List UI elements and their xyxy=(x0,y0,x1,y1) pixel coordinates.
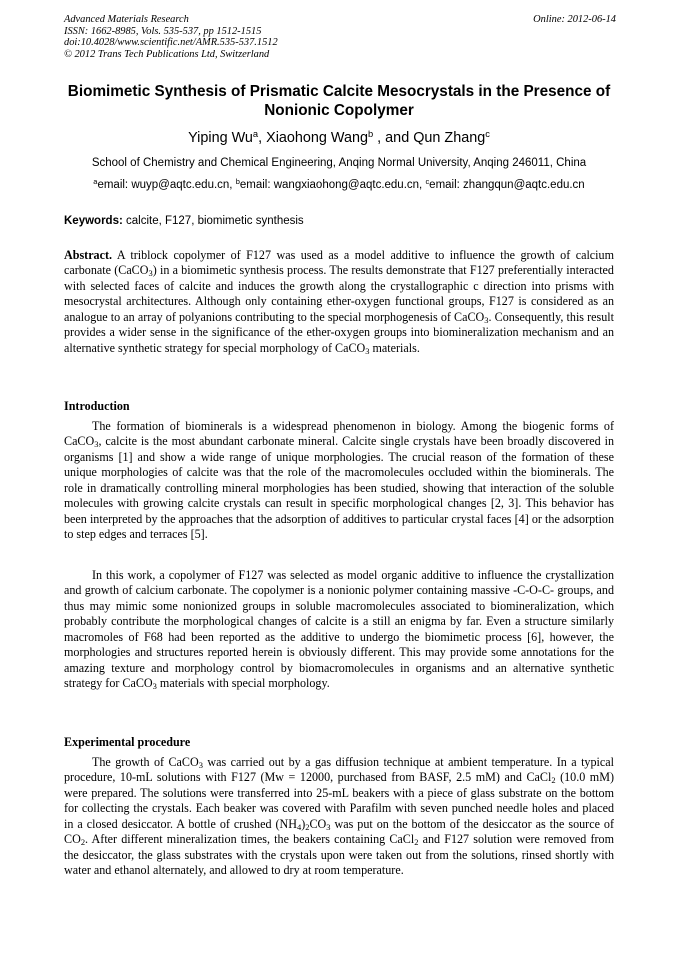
author-superscript: c xyxy=(485,128,490,139)
keywords-label: Keywords: xyxy=(64,215,123,227)
copyright-line: © 2012 Trans Tech Publications Ltd, Switzerland xyxy=(64,48,270,60)
body-text: (10.0 mM) were prepared. The solutions were transferred into 25-mL beakers with a piece of glass substrate on the bottom for collecting the crystals. Each beaker was covered with Parafilm with seven punched needle holes and placed in a closed desiccator. A bottle of crushed (NH xyxy=(64,770,614,831)
author-name: Yiping Wu xyxy=(188,130,253,146)
email-superscript: c xyxy=(425,176,430,186)
email-superscript: a xyxy=(93,176,98,186)
intro-paragraph-1 xyxy=(64,419,614,543)
author-separator: , xyxy=(258,130,267,146)
body-text: materials with special morphology. xyxy=(156,676,330,691)
keywords xyxy=(64,214,616,229)
doi-line: doi:10.4028/www.scientific.net/AMR.535-537.1512 xyxy=(64,37,278,49)
section-heading-introduction: Introduction xyxy=(64,399,130,413)
body-text: The growth of CaCO xyxy=(92,755,199,769)
body-text: The formation of biominerals is a widespread phenomenon in biology. Among the biogenic forms of CaCO xyxy=(64,419,614,449)
body-text: . After different mineralization times, the beakers containing CaCl xyxy=(85,832,415,847)
body-text: was carried out by a gas diffusion technique at ambient temperature. In a typical procedure, 10-mL solutions with F127 (Mw = 12000, purchased from BASF, 2.5 mM) and CaCl xyxy=(64,755,614,785)
author-name: Qun Zhang xyxy=(413,130,486,146)
journal-header xyxy=(64,14,616,60)
subscript: 3 xyxy=(326,821,331,832)
subscript: 2 xyxy=(305,821,310,832)
author-superscript: a xyxy=(252,128,259,139)
subscript: 3 xyxy=(94,439,99,450)
author-separator: , and xyxy=(373,130,414,146)
abstract-paragraph xyxy=(64,248,614,356)
abstract-text: A triblock copolymer of F127 was used as a model additive to influence the growth of calcium carbonate (CaCO xyxy=(64,248,614,278)
email-text: email: wuyp@aqtc.edu.cn, xyxy=(97,179,236,191)
section-heading-experimental: Experimental procedure xyxy=(64,735,191,749)
subscript: 4 xyxy=(296,821,302,832)
online-date: Online: 2012-06-14 xyxy=(533,14,616,25)
subscript: 3 xyxy=(365,345,370,356)
body-text: , calcite is the most abundant carbonate mineral. Calcite single crystals have been broadly discovered in organisms [1] and show a wide range of unique morphologies. The crucial reason of the formation of these unique morphologies of calcite was that the role of the macromolecules occluded within the biominerals. The role in dramatically controlling mineral morphologies has been studied, showing that interaction of the soluble molecules with growing calcite crystals can result in specific morphological changes [2, 3]. This behavior has been interpreted by the approaches that the adsorption of additives to particular crystal faces [4] or the adsorption to step edges and terraces [5]. xyxy=(64,434,614,542)
email-line xyxy=(60,178,618,193)
author-list xyxy=(60,129,618,147)
subscript: 3 xyxy=(198,760,203,771)
subscript: 2 xyxy=(551,775,556,786)
abstract-text: ) in a biomimetic synthesis process. The results demonstrate that F127 preferentially interacted with selected faces of calcite and induces the growth along the crystallographic c direction into prisms with mesocrystal architectures. Although only containing ether-oxygen functional groups, F127 is considered as an analogue to an array of polyanions contributing to the special morphogenesis of CaCO xyxy=(64,263,614,324)
email-superscript: b xyxy=(235,176,240,186)
body-text: was put on the bottom of the desiccator as the source of CO xyxy=(64,816,614,847)
body-text: In this work, a copolymer of F127 was selected as model organic additive to influence the crystallization and growth of calcium carbonate. The copolymer is a nonionic polymer containing massive -C-O-C- groups, and thus may mimic some nonionized groups in soluble macromolecules associated to biomineralization, which probably contribute the morphological changes of calcite is a still an enigma by far. Even a structure similarly macromoles of F68 had been reported as the additive to undergo the biomimetic process [6], however, the morphologies and structures reported herein is obviously different. This may provide some annotations for the amazing texture and morphology control by biomacromolecules in organisms and an alternative synthetic strategy for CaCO xyxy=(64,568,614,691)
intro-paragraph-2 xyxy=(64,568,614,692)
subscript: 2 xyxy=(414,837,419,848)
subscript: 3 xyxy=(484,314,489,325)
paper-title: Biomimetic Synthesis of Prismatic Calcite Mesocrystals in the Presence of Nonionic Copolymer xyxy=(67,83,611,119)
experimental-paragraph xyxy=(64,755,614,879)
email-text: email: zhangqun@aqtc.edu.cn xyxy=(429,179,585,191)
issn-line: ISSN: 1662-8985, Vols. 535-537, pp 1512-1515 xyxy=(64,25,262,37)
abstract-text: . Consequently, this result provides a wider sense in the significance of the ether-oxygen groups into biomineralization mechanism and an alternative synthetic strategy for special morphology of CaCO xyxy=(64,309,614,355)
body-text: and F127 solution were removed from the desiccator, the glass substrates with the crystals upon were taken out from the solutions, rinsed shortly with water and ethanol alternately, and allowed to dry at room temperature. xyxy=(64,832,614,878)
body-text: ) xyxy=(301,816,306,831)
subscript: 3 xyxy=(148,268,153,279)
journal-name: Advanced Materials Research xyxy=(64,14,189,25)
subscript: 3 xyxy=(152,681,157,692)
body-text: CO xyxy=(309,816,327,831)
author-superscript: b xyxy=(367,128,374,139)
abstract-text: materials. xyxy=(369,340,420,355)
keywords-text: calcite, F127, biomimetic synthesis xyxy=(122,215,304,227)
author-name: Xiaohong Wang xyxy=(266,130,368,146)
affiliation: School of Chemistry and Chemical Engineering, Anqing Normal University, Anqing 246011, China xyxy=(91,157,587,169)
email-text: email: wangxiaohong@aqtc.edu.cn, xyxy=(239,179,426,191)
abstract-label: Abstract. xyxy=(64,248,113,262)
subscript: 2 xyxy=(80,837,86,848)
